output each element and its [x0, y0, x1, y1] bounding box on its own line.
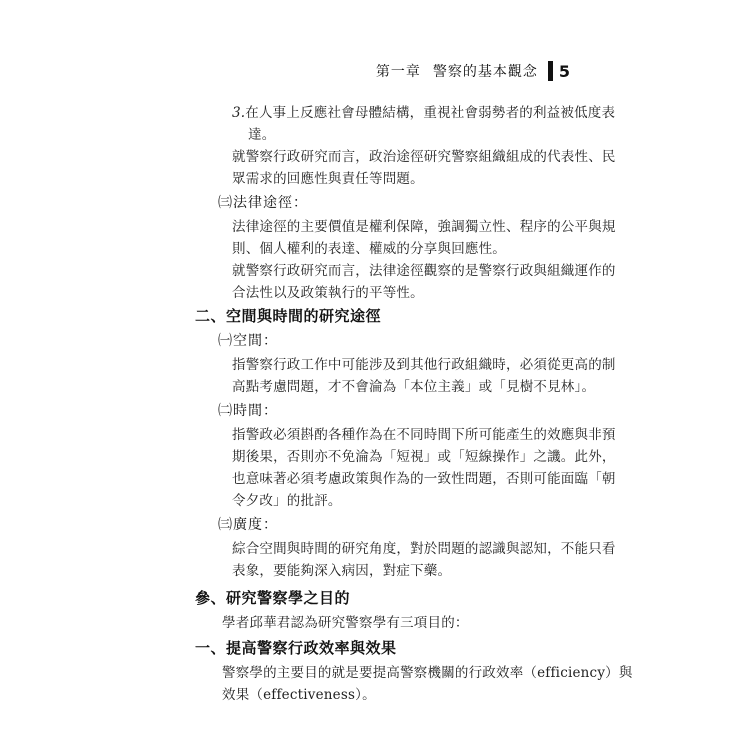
legal-para2-line-1: 就警察行政研究而言，法律途徑觀察的是警察行政與組織運作的 [232, 263, 616, 279]
time-line-3: 也意味著必須考慮政策與作為的一致性問題，否則可能面臨「朝 [232, 471, 616, 487]
space-heading: ㈠空間： [218, 333, 278, 349]
space-line-1: 指警察行政工作中可能涉及到其他行政組織時，必須從更高的制 [232, 357, 616, 373]
chapter-label: 第一章 [375, 64, 421, 80]
running-header [376, 60, 570, 82]
item-3-number: 3. [232, 105, 246, 121]
breadth-line-2: 表象，要能夠深入病因，對症下藥。 [232, 563, 452, 579]
political-para-line-1: 就警察行政研究而言，政治途徑研究警察組織組成的代表性、民 [232, 149, 616, 165]
page-number: 5 [558, 61, 570, 81]
section-1-heading: 一、提高警察行政效率與效果 [195, 639, 397, 657]
efficiency-line-1: 警察學的主要目的就是要提高警察機關的行政效率（efficiency）與 [222, 665, 633, 681]
part-3-intro: 學者邱華君認為研究警察學有三項目的： [222, 615, 469, 631]
legal-para1-line-2: 則、個人權利的表達、權威的分享與回應性。 [232, 241, 506, 257]
time-line-2: 期後果，否則亦不免淪為「短視」或「短線操作」之譏。此外， [232, 449, 616, 465]
legal-para2-line-2: 合法性以及政策執行的平等性。 [232, 285, 424, 301]
header-bar [548, 61, 553, 81]
item-3-line-1 [232, 104, 615, 122]
space-line-2: 高點考慮問題，才不會淪為「本位主義」或「見樹不見林」。 [232, 379, 596, 395]
section-2-heading: 二、空間與時間的研究途徑 [195, 307, 382, 325]
time-line-4: 令夕改」的批評。 [232, 493, 342, 509]
political-para-line-2: 眾需求的回應性與責任等問題。 [232, 171, 424, 187]
breadth-heading: ㈢廣度： [218, 517, 278, 533]
chapter-title: 警察的基本觀念 [432, 64, 538, 80]
legal-approach-heading: ㈢法律途徑： [218, 195, 308, 211]
breadth-line-1: 綜合空間與時間的研究角度，對於問題的認識與認知，不能只看 [232, 541, 616, 557]
time-heading: ㈡時間： [218, 403, 278, 419]
item-3-text: 在人事上反應社會母體結構，重視社會弱勢者的利益被低度表 [245, 105, 616, 121]
part-3-heading: 參、研究警察學之目的 [195, 589, 351, 607]
legal-para1-line-1: 法律途徑的主要價值是權利保障，強調獨立性、程序的公平與規 [232, 219, 616, 235]
time-line-1: 指警政必須斟酌各種作為在不同時間下所可能產生的效應與非預 [232, 427, 616, 443]
item-3-line-2: 達。 [248, 127, 276, 143]
efficiency-line-2: 效果（effectiveness）。 [222, 687, 376, 703]
